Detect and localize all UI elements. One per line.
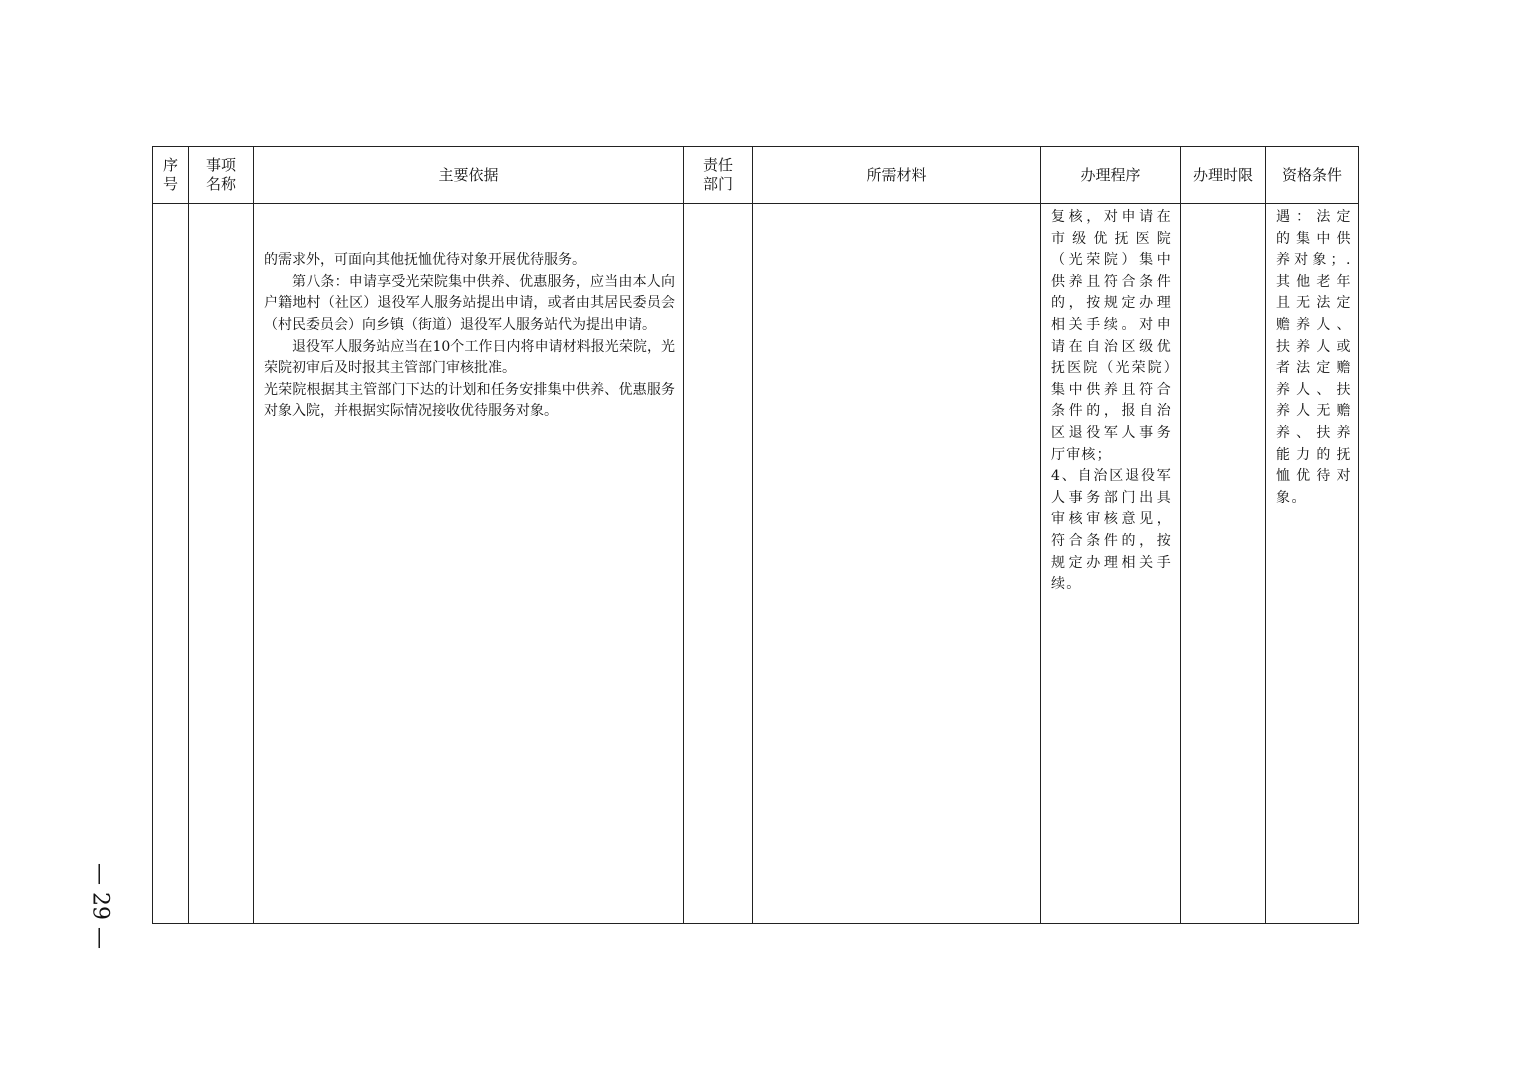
- cell-time-limit: [1181, 204, 1266, 924]
- header-seq: 序 号: [153, 147, 189, 204]
- main-table: [152, 146, 1359, 924]
- cell-materials: [753, 204, 1041, 924]
- header-row: [153, 147, 1359, 204]
- cell-procedure: [1041, 204, 1181, 924]
- basis-paragraph-2: 第八条：申请享受光荣院集中供养、优惠服务，应当由本人向户籍地村（社区）退役军人服务站提出申请，或者由其居民委员会（村民委员会）向乡镇（街道）退役军人服务站代为提出申请。: [264, 273, 675, 333]
- header-time-limit: 办理时限: [1181, 147, 1266, 204]
- cell-seq: [153, 204, 189, 924]
- cell-item-name: [189, 204, 254, 924]
- table-row: [153, 204, 1359, 924]
- header-item-name: 事项 名称: [189, 147, 254, 204]
- header-basis: 主要依据: [254, 147, 684, 204]
- cell-basis: [254, 204, 684, 924]
- cell-dept: [684, 204, 753, 924]
- basis-paragraph-3: 退役军人服务站应当在10个工作日内将申请材料报光荣院，光荣院初审后及时报其主管部门审核批准。: [264, 338, 675, 377]
- header-dept: 责任 部门: [684, 147, 753, 204]
- procedure-text: 复核，对申请在市级优抚医院（光荣院）集中供养且符合条件的，按规定办理相关手续。对申请在自治区级优抚医院（光荣院）集中供养且符合条件的，报自治区退役军人事务厅审核； 4、自治区退役军人事务部门出具审核审核意见，符合条件的，按规定办理相关手续。: [1051, 209, 1172, 593]
- cell-qualification: [1266, 204, 1359, 924]
- basis-paragraph-4: 光荣院根据其主管部门下达的计划和任务安排集中供养、优惠服务对象入院，并根据实际情况接收优待服务对象。: [264, 381, 675, 420]
- page-number: — 29 —: [87, 863, 113, 949]
- qualification-text: 遇：法定的集中供养对象；.其他老年且无法定赡养人、扶养人或者法定赡养人、扶养人无赡养、扶养能力的抚恤优待对象。: [1276, 209, 1352, 506]
- header-qualification: 资格条件: [1266, 147, 1359, 204]
- basis-paragraph-1: 的需求外，可面向其他抚恤优待对象开展优待服务。: [264, 252, 586, 269]
- header-procedure: 办理程序: [1041, 147, 1181, 204]
- header-materials: 所需材料: [753, 147, 1041, 204]
